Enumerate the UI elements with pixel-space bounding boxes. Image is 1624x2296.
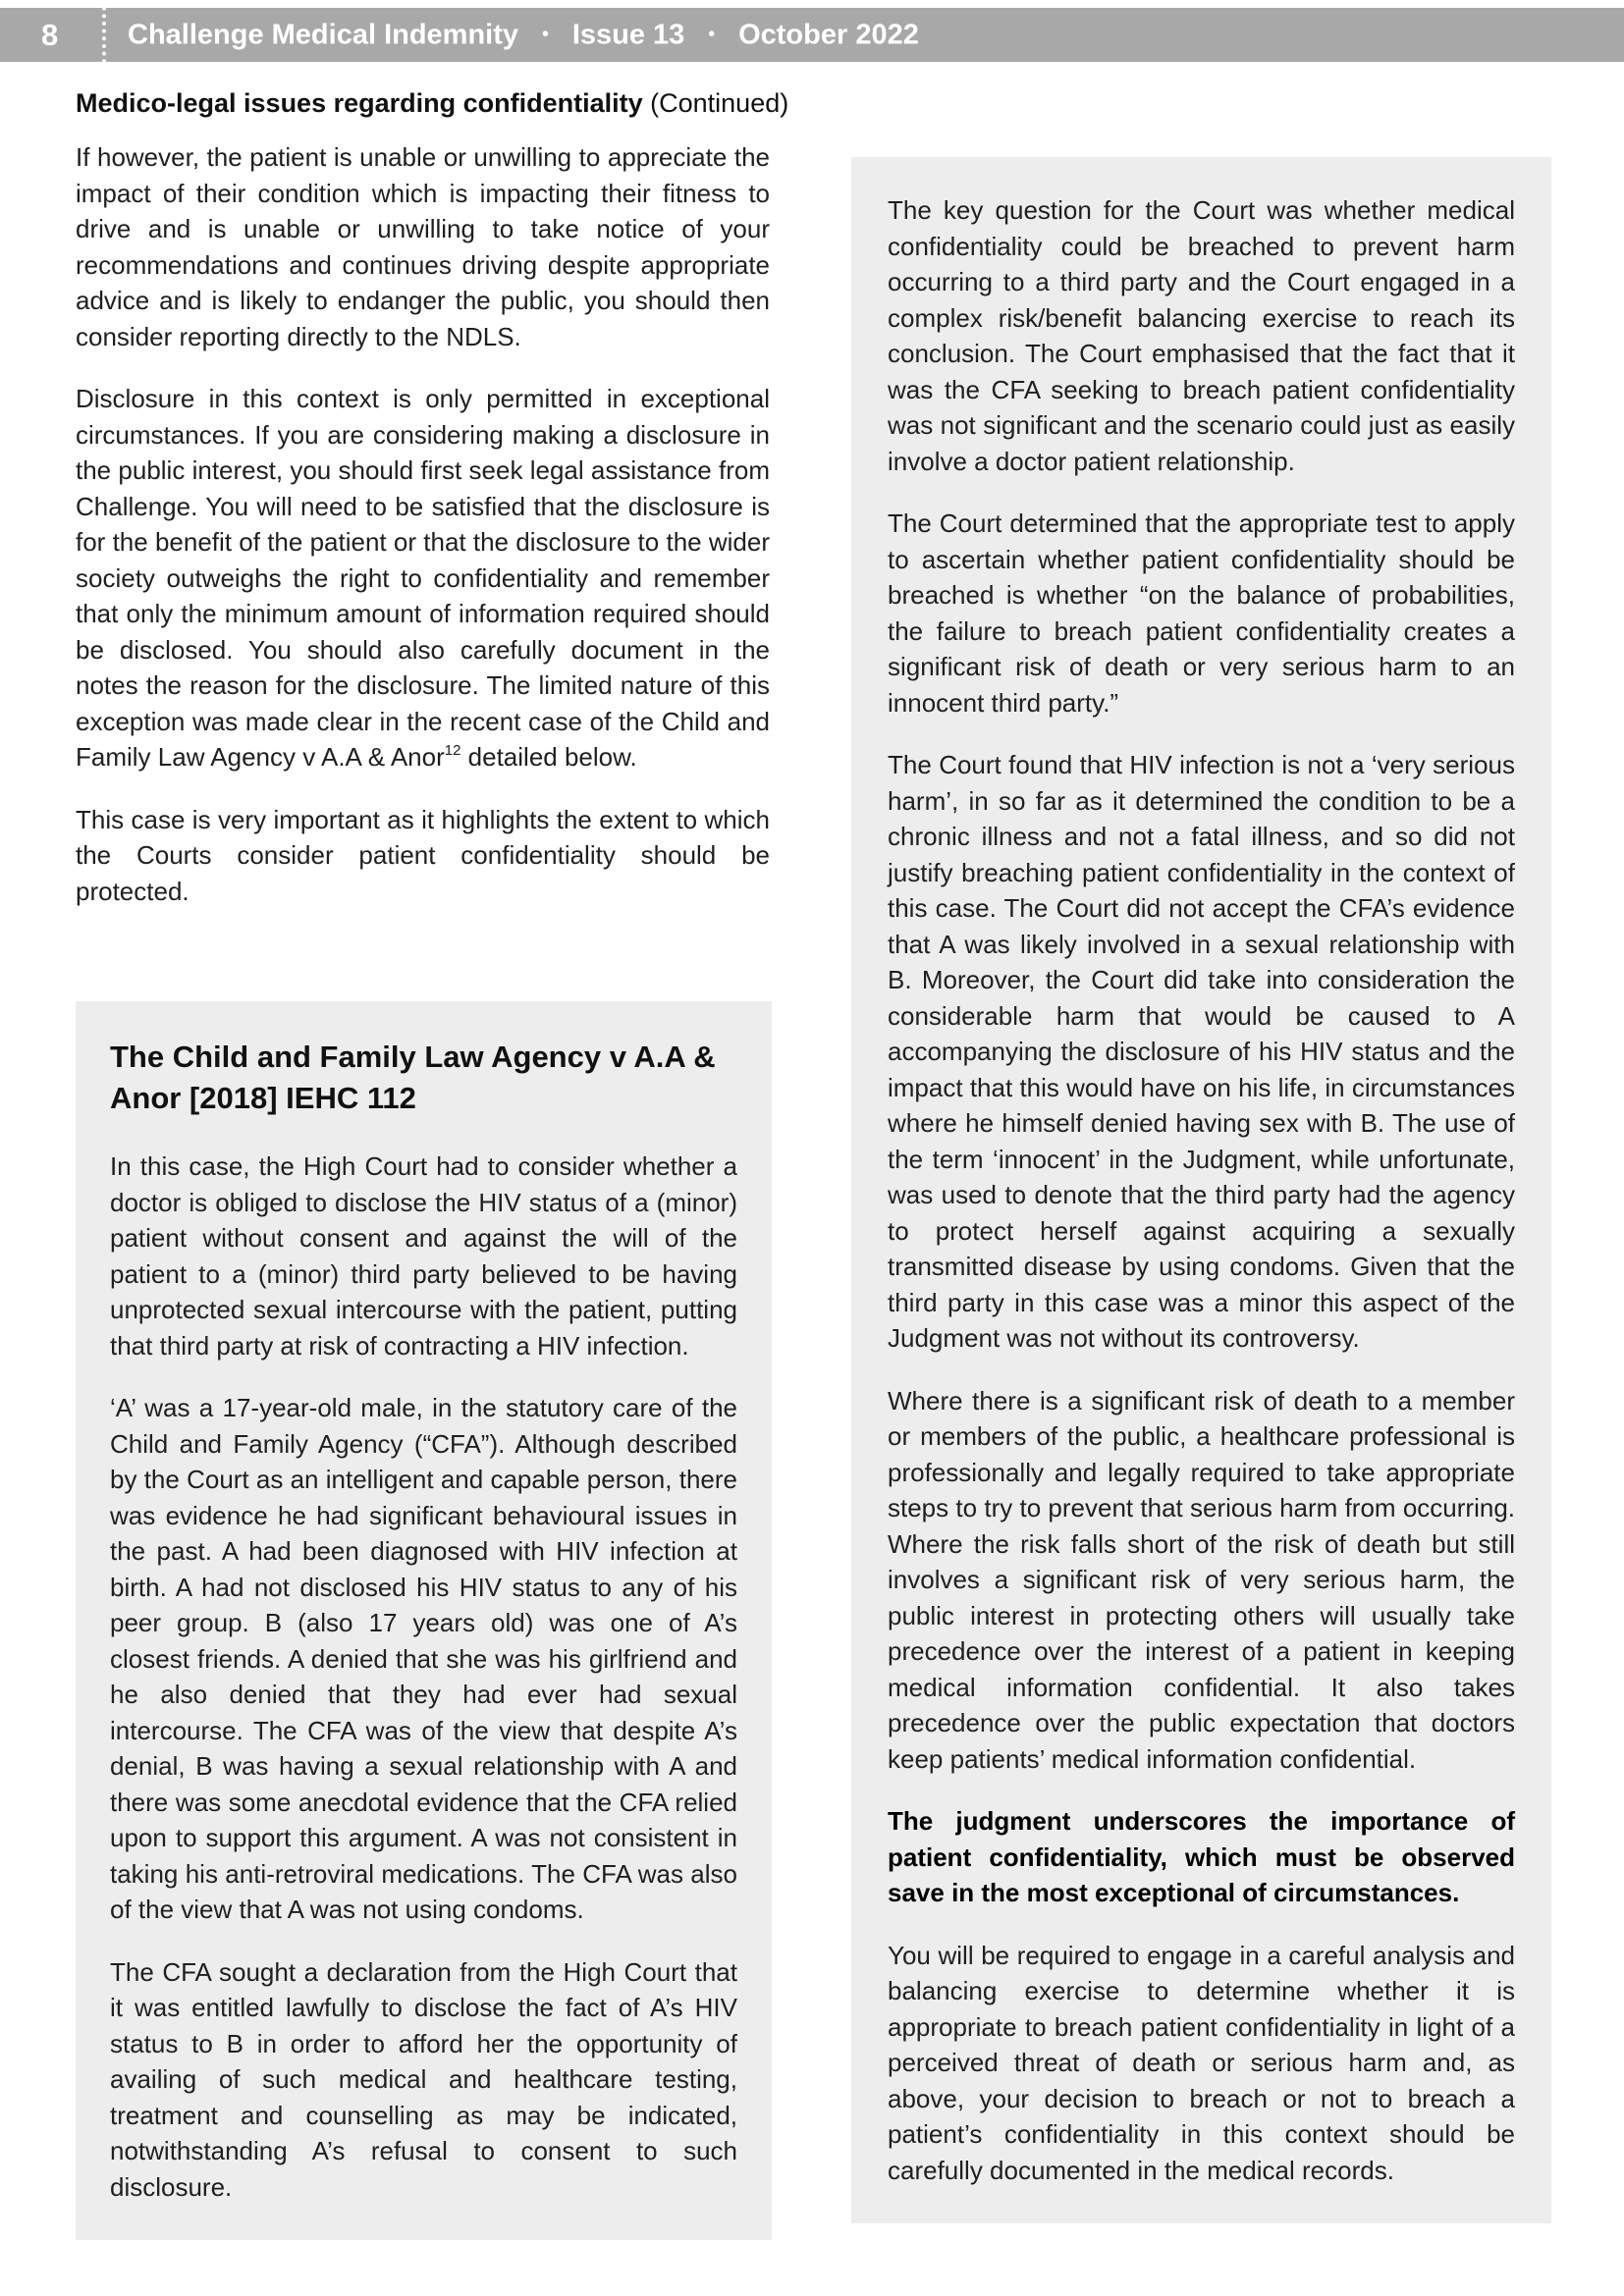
case-box-heading: The Child and Family Law Agency v A.A & Anor [2018] IEHC 112 (110, 1040, 716, 1115)
paragraph: You will be required to engage in a careful analysis and balancing exercise to determine whether it is appropriate to breach patient confidentiality in light of a perceived threat of death or serious harm and, as above, your decision to breach or not to breach a patient’s confidentiality in this context should be carefully documented in the medical records. (888, 1940, 1515, 2185)
left-column (76, 139, 770, 909)
bullet-separator: • (708, 24, 716, 44)
footnote-marker: 12 (444, 742, 461, 759)
paragraph: The key question for the Court was whether medical confidentiality could be breached to prevent harm occurring to a third party and the Court engaged in a complex risk/benefit balancing exercise to reach its conclusion. The Court emphasised that the fact that it was the CFA seeking to breach patient confidentiality was not significant and the scenario could just as easily involve a doctor patient relationship. (888, 195, 1515, 476)
right-column-box (851, 157, 1551, 2223)
paragraph: The CFA sought a declaration from the High Court that it was entitled lawfully to disclose the fact of A’s HIV status to B in order to afford her the opportunity of availing of such medical and healthcare testing, treatment and counselling as may be indicated, notwithstanding A’s refusal to consent to such disclosure. (110, 1956, 737, 2202)
paragraph (76, 381, 770, 775)
paragraph-text: detailed below. (460, 742, 637, 772)
page-header-bar (0, 8, 1624, 62)
bullet-separator: • (542, 24, 549, 44)
article-title (76, 88, 788, 119)
paragraph: ‘A’ was a 17-year-old male, in the statutory care of the Child and Family Agency (“CFA”). Although described by the Court as an intelligent and capable person, there was evidence he had significant behavioural issues in the past. A had been diagnosed with HIV infection at birth. A had not disclosed his HIV status to any of his peer group. B (also 17 years old) was one of A’s closest friends. A denied that she was his girlfriend and he also denied that they had ever had sexual intercourse. The CFA was of the view that despite A’s denial, B was having a sexual relationship with A and there was some anecdotal evidence that the CFA relied upon to support this argument. A was not consistent in taking his anti-retroviral medications. The CFA was also of the view that A was not using condoms. (110, 1393, 737, 1924)
article-title-main: Medico-legal issues regarding confidentiality (76, 88, 643, 118)
emphasis-paragraph: The judgment underscores the importance of patient confidentiality, which must be observed save in the most exceptional of circumstances. (888, 1806, 1515, 1907)
case-summary-box (76, 1001, 772, 2240)
page-number: 8 (41, 17, 59, 52)
paragraph: In this case, the High Court had to consider whether a doctor is obliged to disclose the HIV status of a (minor) patient without consent and against the will of the patient to a (minor) third party believed to be having unprotected sexual intercourse with the patient, putting that third party at risk of contracting a HIV infection. (110, 1151, 737, 1361)
paragraph: Where there is a significant risk of death to a member or members of the public, a healthcare professional is professionally and legally required to take appropriate steps to try to prevent that serious harm from occurring. Where the risk falls short of the risk of death but still involves a significant risk of very serious harm, the public interest in protecting others will usually take precedence over the interest of a patient in keeping medical information confidential. It also takes precedence over the public expectation that doctors keep patients’ medical information confidential. (888, 1385, 1515, 1774)
article-title-continued: (Continued) (642, 88, 789, 118)
issue-number: Issue 13 (571, 19, 685, 50)
paragraph: The Court found that HIV infection is not a ‘very serious harm’, in so far as it determined the condition to be a chronic illness and not a fatal illness, and so did not justify breaching patient confidentiality in the context of this case. The Court did not accept the CFA’s evidence that A was likely involved in a sexual relationship with B. Moreover, the Court did take into consideration the considerable harm that would be caused to A accompanying the disclosure of his HIV status and the impact that this would have on his life, in circumstances where he himself denied having sex with B. The use of the term ‘innocent’ in the Judgment, while unfortunate, was used to denote that the third party had the agency to protect herself against acquiring a sexually transmitted disease by using condoms. Given that the third party in this case was a minor this aspect of the Judgment was not without its controversy. (888, 750, 1515, 1353)
publication-name: Challenge Medical Indemnity (128, 19, 519, 50)
paragraph: The Court determined that the appropriate test to apply to ascertain whether patient confidentiality should be breached is whether “on the balance of probabilities, the failure to breach patient confidentiality creates a significant risk of death or very serious harm to an innocent third party.” (888, 508, 1515, 718)
paragraph-text: Disclosure in this context is only permitted in exceptional circumstances. If you are considering making a disclosure in the public interest, you should first seek legal assistance from Challenge. You will need to be satisfied that the disclosure is for the benefit of the patient or that the disclosure to the wider society outweighs the right to confidentiality and remember that only the minimum amount of information required should be disclosed. You should also carefully document in the notes the reason for the disclosure. The limited nature of this exception was made clear in the recent case of the Child and Family Law Agency v A.A & Anor (76, 384, 770, 772)
issue-date: October 2022 (738, 19, 919, 50)
header-text (128, 19, 919, 51)
paragraph: This case is very important as it highlights the extent to which the Courts consider patient confidentiality should be protected. (76, 804, 770, 906)
dotted-divider (102, 0, 106, 71)
paragraph: If however, the patient is unable or unwilling to appreciate the impact of their condition which is impacting their fitness to drive and is unable or unwilling to take notice of your recommendations and continues driving despite appropriate advice and is likely to endanger the public, you should then consider reporting directly to the NDLS. (76, 142, 770, 351)
